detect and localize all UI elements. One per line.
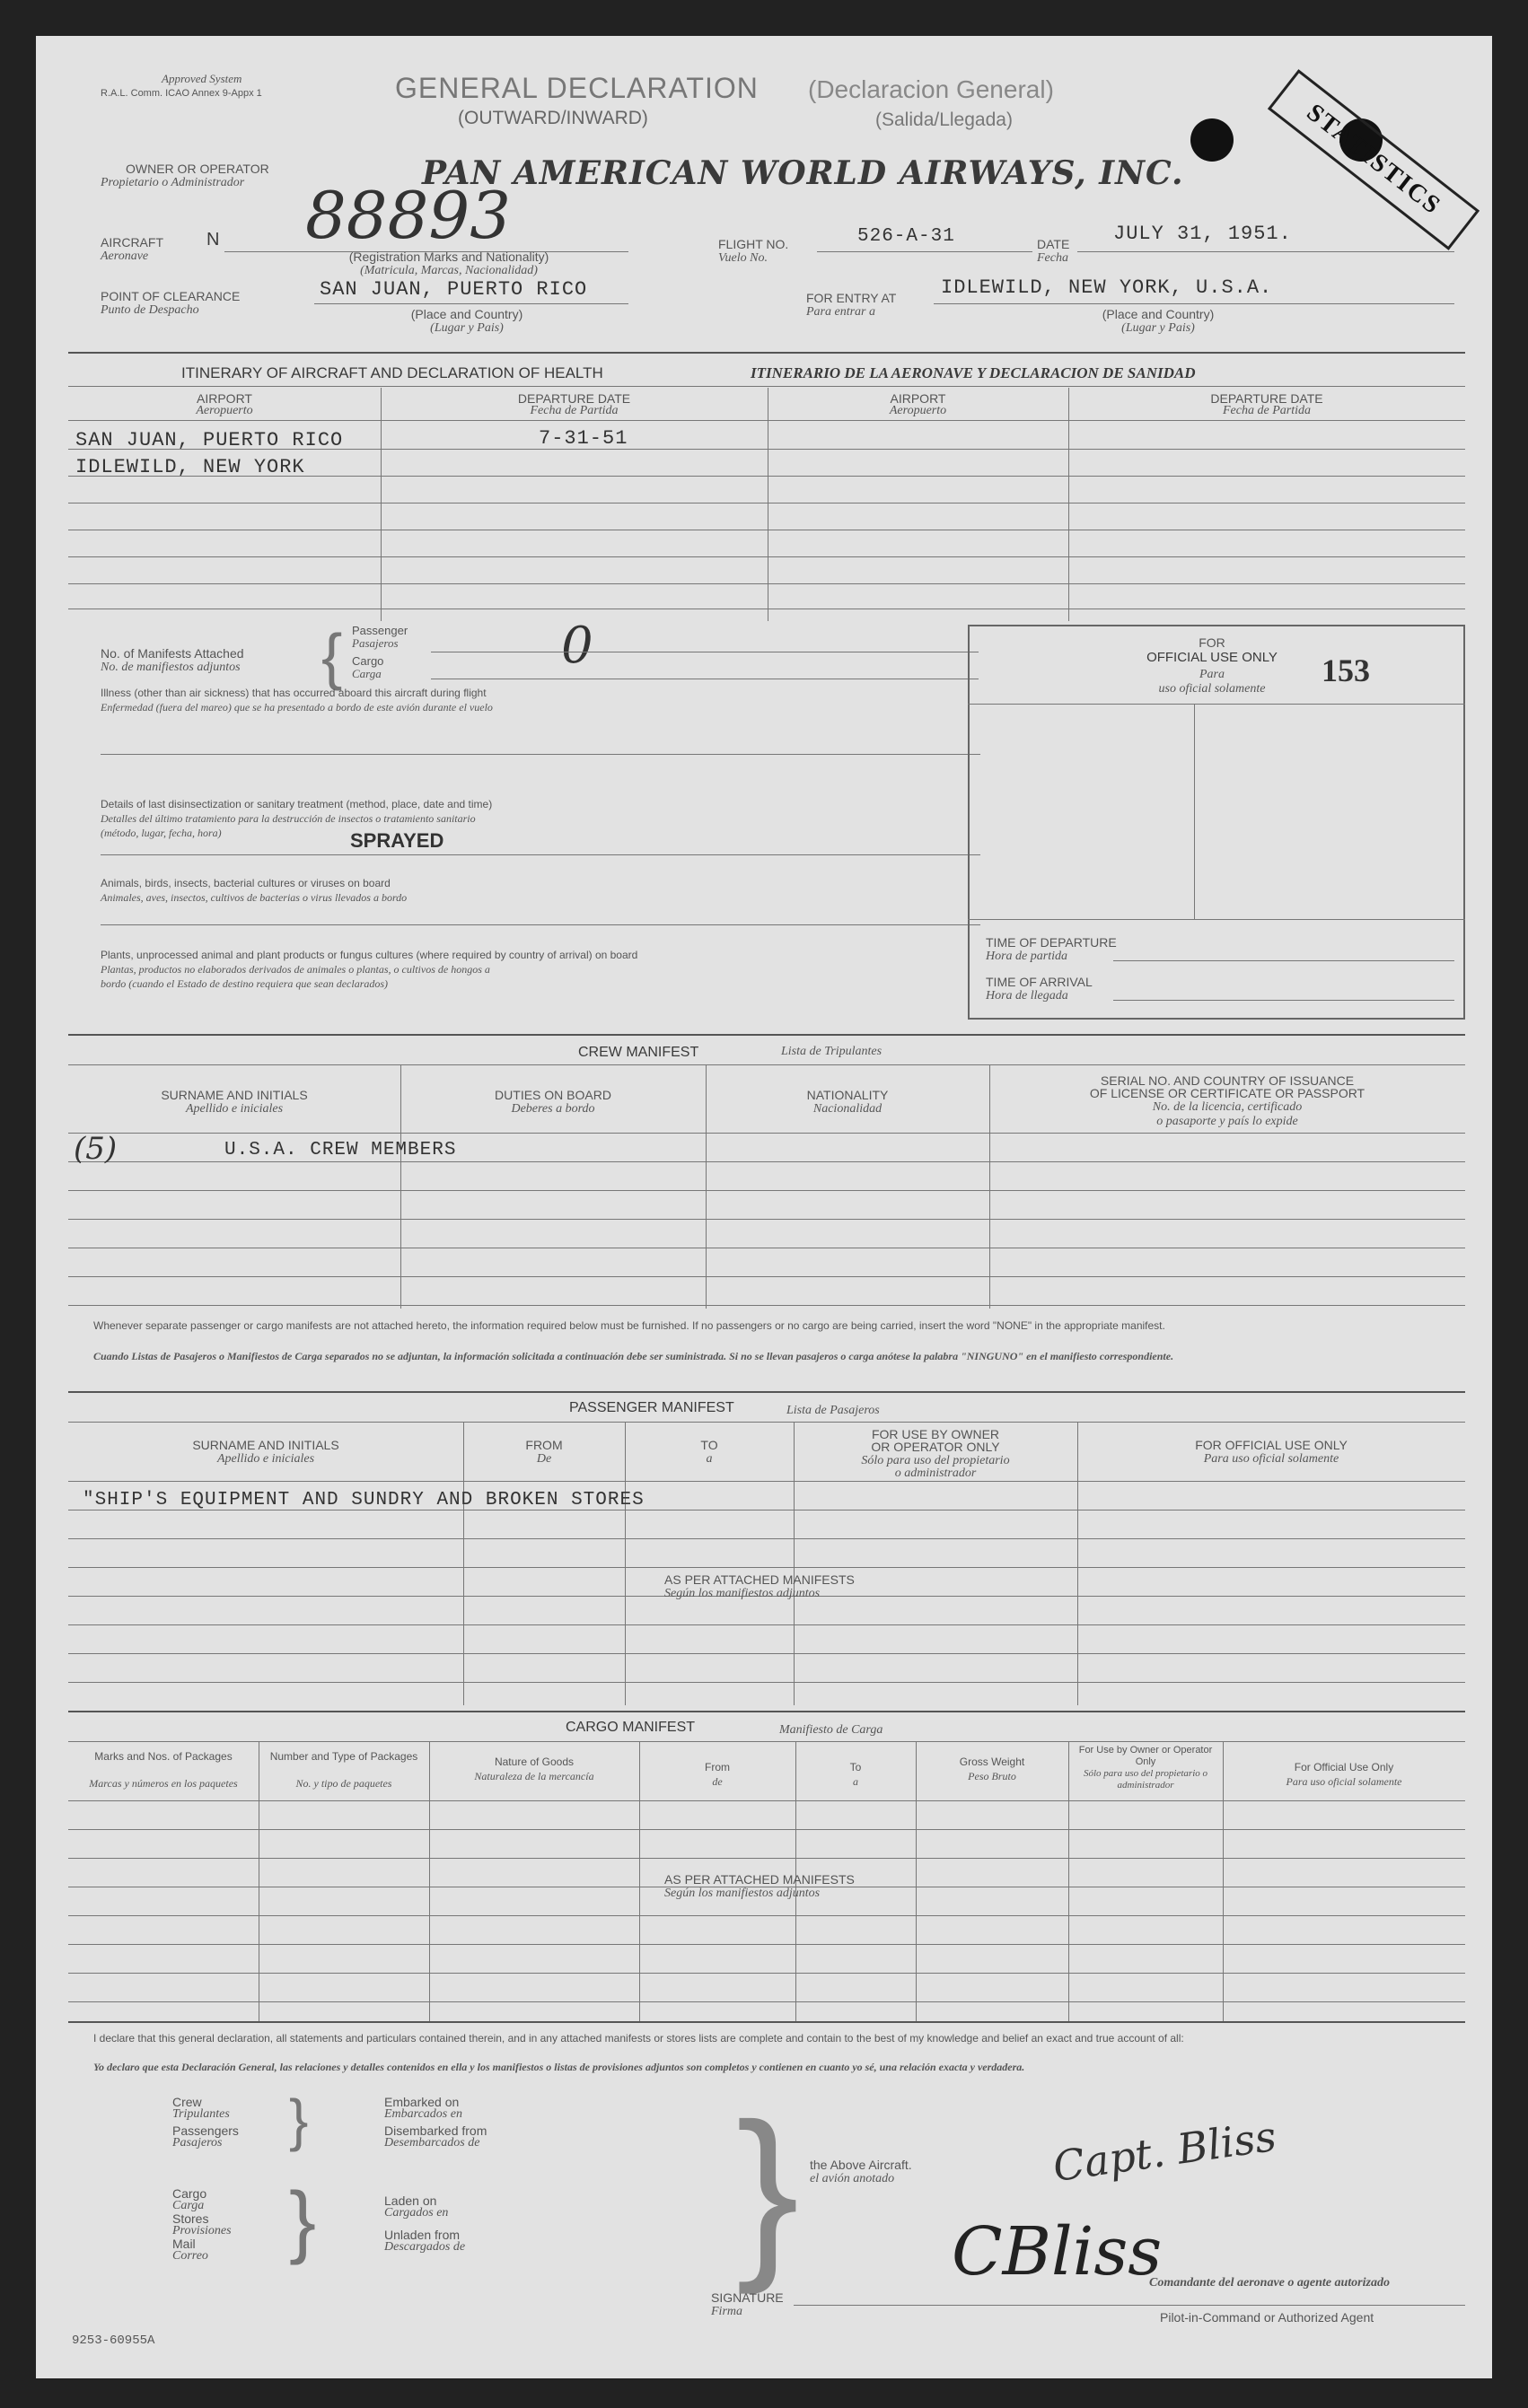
clearance-label-es: Punto de Despacho: [101, 303, 199, 317]
signature: CBliss: [952, 2213, 1163, 2290]
crew-col-surname: SURNAME AND INITIALS: [161, 1088, 308, 1102]
pass-col-surname-es: Apellido e iniciales: [216, 1452, 315, 1466]
commander-label: Pilot-in-Command or Authorized Agent: [1160, 2310, 1374, 2325]
decl-crew-es: Tripulantes: [172, 2107, 230, 2121]
aircraft-label-es: Aeronave: [101, 250, 149, 263]
date-label: DATE: [1037, 237, 1070, 251]
official-for: FOR: [1199, 635, 1225, 650]
approved-system-sub: R.A.L. Comm. ICAO Annex 9-Appx 1: [101, 88, 262, 99]
decl-disembarked: Disembarked from: [384, 2123, 487, 2138]
pass-col-official-es: Para uso oficial solamente: [1203, 1452, 1339, 1466]
stamp-text: STATISTICS: [1301, 98, 1447, 221]
form-number: 9253-60955A: [72, 2334, 155, 2348]
cargo-col-number-es: No. y tipo de paquetes: [295, 1777, 392, 1790]
cargo-label: Cargo: [352, 654, 384, 668]
cargo-col-official: For Official Use Only: [1294, 1761, 1394, 1773]
owner-label-es: Propietario o Administrador: [101, 176, 245, 189]
pass-col-owner-es-2: o administrador: [894, 1467, 977, 1480]
aircraft-no-label: N: [206, 230, 220, 250]
crew-col-duties: DUTIES ON BOARD: [495, 1088, 611, 1102]
pass-col-to-es: a: [706, 1452, 713, 1466]
illness-label: Illness (other than air sickness) that has occurred aboard this aircraft during flight: [101, 687, 487, 699]
itin-departure-header-2-es: Fecha de Partida: [1223, 404, 1311, 417]
pass-col-official: FOR OFFICIAL USE ONLY: [1195, 1438, 1348, 1452]
itin-airport-header-2: AIRPORT: [890, 391, 946, 406]
itin-airport-header-2-es: Aeropuerto: [889, 404, 947, 417]
crew-col-license: SERIAL NO. AND COUNTRY OF ISSUANCE: [1100, 1073, 1355, 1088]
crew-col-duties-es: Deberes a bordo: [511, 1102, 595, 1116]
aircraft-label: AIRCRAFT: [101, 235, 163, 250]
pass-col-to: TO: [700, 1438, 718, 1452]
crew-col-nationality: NATIONALITY: [806, 1088, 889, 1102]
crew-title-es: Lista de Tripulantes: [781, 1045, 883, 1058]
signature-label-es: Firma: [711, 2305, 742, 2318]
disinsect-label-es: Detalles del último tratamiento para la destrucción de insectos o tratamiento sanitario: [101, 812, 476, 825]
pass-col-owner-b: OR OPERATOR ONLY: [871, 1440, 1000, 1454]
decl-stores-es: Provisiones: [172, 2224, 232, 2237]
clearance-label: POINT OF CLEARANCE: [101, 289, 241, 303]
itin-departure-header: DEPARTURE DATE: [517, 391, 631, 406]
entry-label-es: Para entrar a: [806, 305, 875, 319]
time-arrival-label: TIME OF ARRIVAL: [986, 975, 1093, 989]
cargo-col-number: Number and Type of Packages: [269, 1750, 418, 1763]
handwritten-name: Capt. Bliss: [1049, 2111, 1279, 2192]
official-number: 153: [1322, 652, 1370, 688]
pass-col-owner: FOR USE BY OWNER: [871, 1427, 1000, 1441]
passenger-label: Passenger: [352, 624, 408, 637]
form-subtitle-es: (Salida/Llegada): [875, 109, 1013, 130]
cargo-col-weight: Gross Weight: [959, 1756, 1025, 1768]
clearance-place-note: (Place and Country): [410, 307, 523, 321]
cargo-col-from: From: [705, 1761, 730, 1773]
cargo-col-to-es: a: [853, 1775, 858, 1788]
decl-mail: Mail: [172, 2237, 196, 2251]
manifests-label: No. of Manifests Attached: [101, 646, 244, 661]
cargo-attached-es: Según los manifiestos adjuntos: [664, 1887, 821, 1900]
declaration-text: I declare that this general declaration, all statements and particulars contained therein, and in any attached manifests or stores lists are complete and contain to the best of my knowledge and belief an exact and true account of all:: [93, 2032, 1184, 2045]
crew-col-surname-es: Apellido e iniciales: [185, 1102, 284, 1116]
itinerary-title: ITINERARY OF AIRCRAFT AND DECLARATION OF HEALTH: [181, 364, 603, 381]
passenger-attached-es: Según los manifiestos adjuntos: [664, 1587, 821, 1600]
form-title-es: (Declaracion General): [808, 75, 1054, 103]
notice-text: Whenever separate passenger or cargo manifests are not attached hereto, the information required below must be furnished. If no passengers or no cargo are being carried, insert the word "NONE" in the appropriate manifest.: [93, 1319, 1165, 1332]
cargo-col-nature-es: Naturaleza de la mercancía: [474, 1770, 594, 1782]
official-label-es: Para: [1199, 668, 1225, 681]
crew-col-license-es: No. de la licencia, certificado: [1152, 1100, 1303, 1114]
itin-airport-header-es: Aeropuerto: [196, 404, 253, 417]
crew-col-nationality-es: Nacionalidad: [812, 1102, 883, 1116]
decl-laden-es: Cargados en: [384, 2206, 449, 2220]
disinsect-value: SPRAYED: [350, 829, 444, 852]
decl-unladen-es: Descargados de: [384, 2240, 466, 2254]
passenger-title-es: Lista de Pasajeros: [786, 1404, 880, 1417]
crew-count: (5): [74, 1131, 118, 1167]
crew-col-license-b: OF LICENSE OR CERTIFICATE OR PASSPORT: [1089, 1086, 1366, 1100]
entry-place-note: (Place and Country): [1102, 307, 1215, 321]
decl-brace-1: }: [289, 2088, 309, 2152]
decl-cargo: Cargo: [172, 2186, 207, 2201]
itin-airport-header: AIRPORT: [197, 391, 252, 406]
cargo-col-marks-es: Marcas y números en los paquetes: [89, 1777, 238, 1790]
form-title: GENERAL DECLARATION: [395, 72, 759, 104]
statistics-stamp: [1268, 69, 1480, 250]
manifests-label-es: No. de manifiestos adjuntos: [101, 661, 241, 674]
illness-label-es: Enfermedad (fuera del mareo) que se ha presentado a bordo de este avión durante el vuelo: [101, 701, 493, 714]
pass-col-surname: SURNAME AND INITIALS: [192, 1438, 339, 1452]
passenger-label-es: Pasajeros: [352, 636, 399, 650]
reg-note: (Registration Marks and Nationality): [348, 250, 549, 264]
punch-hole-left: [1190, 118, 1234, 162]
cargo-col-owner-es: Sólo para uso del propietario o administrador: [1083, 1768, 1207, 1791]
reg-note-es: (Matricula, Marcas, Nacionalidad): [360, 264, 538, 277]
itinerary-row-date: 7-31-51: [539, 427, 628, 450]
pass-col-from-es: De: [536, 1452, 552, 1466]
clearance-value: SAN JUAN, PUERTO RICO: [320, 278, 588, 301]
cargo-col-official-es: Para uso oficial solamente: [1286, 1775, 1402, 1788]
form-subtitle: (OUTWARD/INWARD): [458, 108, 648, 128]
official-label-es-2: uso oficial solamente: [1158, 682, 1266, 696]
manifests-brace: {: [321, 621, 343, 691]
cargo-title-es: Manifiesto de Carga: [779, 1723, 883, 1737]
passenger-entry: "SHIP'S EQUIPMENT AND SUNDRY AND BROKEN STORES: [83, 1490, 645, 1510]
animals-label: Animals, birds, insects, bacterial cultures or viruses on board: [101, 877, 391, 889]
commander-es: Comandante del aeronave o agente autorizado: [1149, 2276, 1390, 2290]
aircraft-number: 88893: [305, 178, 512, 253]
declaration-text-es: Yo declaro que esta Declaración General, las relaciones y detalles contenidos en ella y los manifiestos o listas de provisiones adjuntos son completos y contienen en cuanto yo sé, una relación exacta y verdadera.: [93, 2061, 1025, 2073]
official-label: OFFICIAL USE ONLY: [1146, 650, 1278, 665]
approved-system: Approved System: [162, 72, 242, 85]
itinerary-row-airport: IDLEWILD, NEW YORK: [75, 456, 305, 478]
clearance-place-note-es: (Lugar y Pais): [430, 321, 504, 335]
decl-disembarked-es: Desembarcados de: [384, 2136, 480, 2150]
owner-label: OWNER OR OPERATOR: [126, 162, 269, 176]
decl-above-aircraft: the Above Aircraft.: [810, 2158, 912, 2172]
itin-departure-header-2: DEPARTURE DATE: [1210, 391, 1323, 406]
decl-crew: Crew: [172, 2095, 202, 2109]
flight-number: 526-A-31: [857, 226, 955, 247]
pass-col-owner-es: Sólo para uso del propietario: [861, 1454, 1010, 1467]
decl-big-brace: }: [736, 2084, 800, 2295]
decl-embarked-es: Embarcados en: [384, 2107, 462, 2121]
decl-embarked: Embarked on: [384, 2095, 460, 2109]
passenger-attached: AS PER ATTACHED MANIFESTS: [664, 1572, 855, 1587]
notice-text-es: Cuando Listas de Pasajeros o Manifiestos de Carga separados no se adjuntan, la información solicitada a continuación debe ser suministrada. Si no se llevan pasajeros o carga anótese la palabra "NINGUNO" en el manifiesto correspondiente.: [93, 1350, 1174, 1362]
decl-passengers: Passengers: [172, 2123, 239, 2138]
decl-cargo-es: Carga: [172, 2199, 205, 2212]
passenger-title: PASSENGER MANIFEST: [569, 1400, 734, 1415]
cargo-col-weight-es: Peso Bruto: [968, 1770, 1016, 1782]
cargo-col-nature: Nature of Goods: [494, 1756, 575, 1768]
signature-label: SIGNATURE: [711, 2290, 784, 2305]
manifests-value: 0: [561, 617, 593, 675]
disinsect-label-es-2: (método, lugar, fecha, hora): [101, 827, 222, 839]
animals-label-es: Animales, aves, insectos, cultivos de bacterias o virus llevados a bordo: [101, 891, 408, 904]
decl-laden: Laden on: [384, 2193, 437, 2208]
plants-label-es: Plantas, productos no elaborados derivados de animales o plantas, o cultivos de hongos a: [101, 963, 490, 976]
decl-above-aircraft-es: el avión anotado: [810, 2172, 895, 2185]
decl-brace-2: }: [289, 2176, 317, 2266]
disinsect-label: Details of last disinsectization or sanitary treatment (method, place, date and time): [101, 798, 493, 810]
cargo-col-marks: Marks and Nos. of Packages: [94, 1750, 233, 1763]
declaration-form: [36, 36, 1492, 2378]
time-arrival-label-es: Hora de llegada: [986, 989, 1068, 1003]
itinerary-title-es: ITINERARIO DE LA AERONAVE Y DECLARACION DE SANIDAD: [751, 364, 1196, 381]
itinerary-row-airport: SAN JUAN, PUERTO RICO: [75, 429, 344, 451]
crew-col-license-es-2: o pasaporte y país lo expide: [1156, 1115, 1298, 1128]
time-departure-label: TIME OF DEPARTURE: [986, 935, 1117, 950]
time-departure-label-es: Hora de partida: [986, 950, 1067, 963]
decl-unladen: Unladen from: [384, 2228, 461, 2242]
pass-col-from: FROM: [525, 1438, 563, 1452]
cargo-label-es: Carga: [352, 667, 382, 680]
itin-departure-header-es: Fecha de Partida: [530, 404, 619, 417]
flight-date: JULY 31, 1951.: [1113, 223, 1292, 245]
plants-label-es-2: bordo (cuando el Estado de destino requiera que sean declarados): [101, 977, 389, 990]
crew-entry: U.S.A. CREW MEMBERS: [224, 1140, 457, 1160]
entry-value: IDLEWILD, NEW YORK, U.S.A.: [941, 276, 1273, 299]
decl-mail-es: Correo: [172, 2249, 208, 2263]
flight-label: FLIGHT NO.: [718, 237, 789, 251]
decl-stores: Stores: [172, 2211, 209, 2226]
owner-value: PAN AMERICAN WORLD AIRWAYS, INC.: [422, 154, 1184, 192]
date-label-es: Fecha: [1037, 251, 1068, 265]
cargo-col-from-es: de: [712, 1775, 723, 1788]
crew-title: CREW MANIFEST: [578, 1045, 699, 1060]
entry-label: FOR ENTRY AT: [806, 291, 897, 305]
cargo-attached: AS PER ATTACHED MANIFESTS: [664, 1872, 855, 1887]
decl-passengers-es: Pasajeros: [172, 2136, 223, 2150]
cargo-title: CARGO MANIFEST: [566, 1720, 696, 1735]
cargo-col-owner: For Use by Owner or Operator Only: [1078, 1745, 1213, 1767]
cargo-col-to: To: [849, 1761, 862, 1773]
flight-label-es: Vuelo No.: [718, 251, 768, 265]
entry-place-note-es: (Lugar y Pais): [1121, 321, 1195, 335]
plants-label: Plants, unprocessed animal and plant products or fungus cultures (where required by country of arrival) on board: [101, 949, 638, 961]
